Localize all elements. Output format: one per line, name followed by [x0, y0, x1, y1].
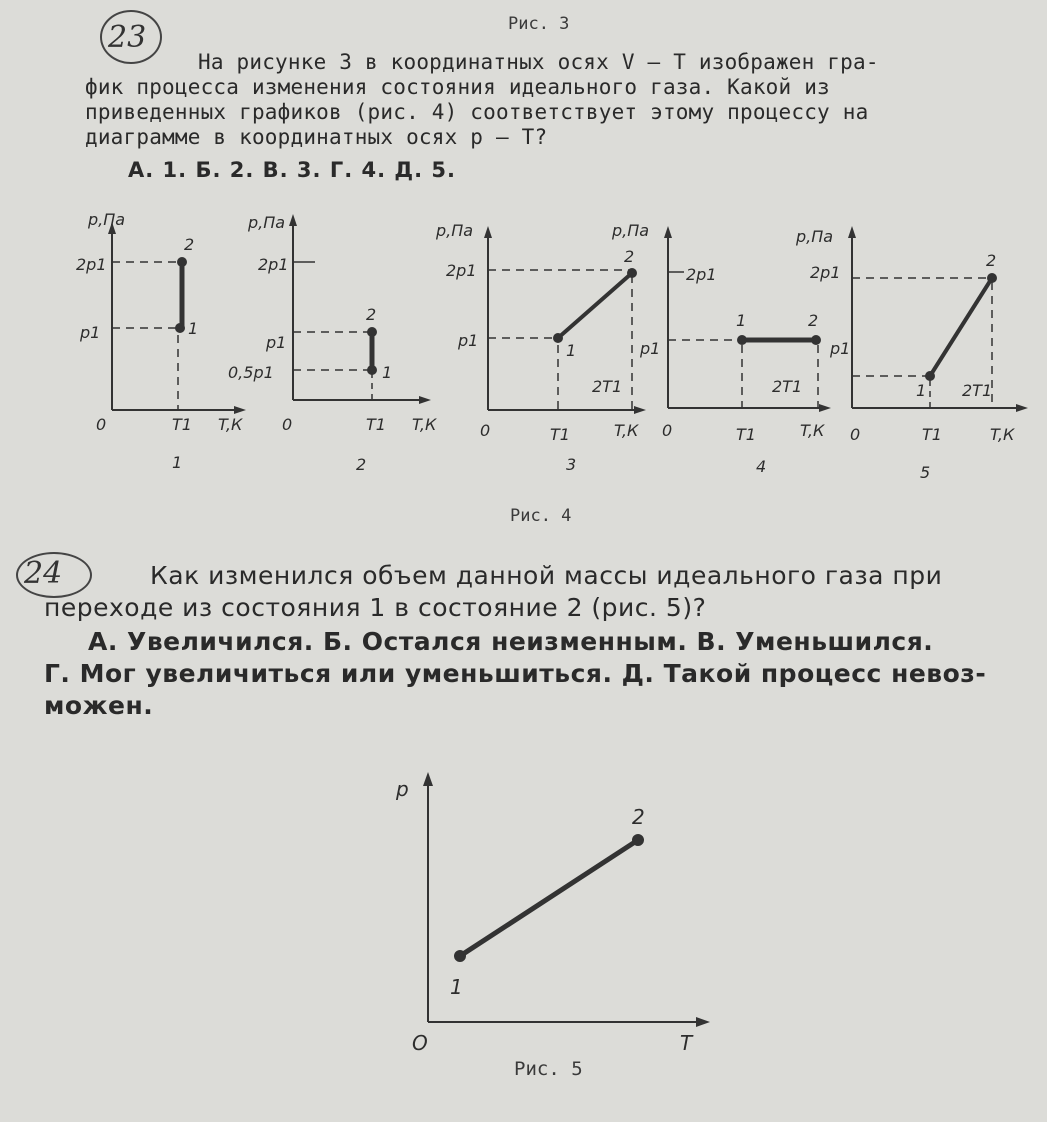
g5-point-2: 2	[986, 251, 997, 270]
g4-ylabel: p,Па	[612, 221, 650, 240]
g4-ytick-2p1: 2p1	[686, 265, 717, 284]
g2-xlabel: T,К	[412, 415, 437, 434]
g4-index: 4	[756, 457, 767, 476]
g1-index: 1	[172, 453, 183, 472]
question-24-number: 24	[24, 556, 63, 591]
q23-line-2: фик процесса изменения состояния идеального газа. Какой из	[85, 75, 830, 99]
q24-answers-line-1: А. Увеличился. Б. Остался неизменным. В. Уменьшился.	[88, 627, 934, 656]
fig5-point-2: 2	[632, 805, 645, 829]
q23-line-3: приведенных графиков (рис. 4) соответствует этому процессу на	[85, 100, 869, 124]
question-23-number: 23	[108, 20, 147, 55]
g3-ytick-p1: p1	[458, 331, 479, 350]
g1-ylabel: p,Па	[88, 210, 126, 229]
g5-xlabel: T,К	[990, 425, 1015, 444]
g5-point-1: 1	[916, 381, 927, 400]
g1-xtick-T1: T1	[172, 415, 192, 434]
q24-line-2: переходе из состояния 1 в состояние 2 (рис. 5)?	[44, 593, 707, 622]
g3-xtick-T1: T1	[550, 425, 570, 444]
g4-ytick-p1: p1	[640, 339, 661, 358]
g3-index: 3	[566, 455, 577, 474]
g1-origin: 0	[96, 415, 107, 434]
g5-xtick-T1: T1	[922, 425, 942, 444]
g4-origin: 0	[662, 421, 673, 440]
g1-point-1: 1	[188, 319, 199, 338]
g2-ytick-2p1: 2p1	[258, 255, 289, 274]
q23-answer-options: А. 1. Б. 2. В. 3. Г. 4. Д. 5.	[128, 158, 456, 182]
g4-point-1: 1	[736, 311, 747, 330]
fig4-graphs	[0, 0, 1047, 560]
q23-line-4: диаграмме в координатных осях p — T?	[85, 125, 548, 149]
g5-ylabel: p,Па	[796, 227, 834, 246]
g2-ytick-05p1: 0,5p1	[228, 363, 274, 382]
g3-ytick-2p1: 2p1	[446, 261, 477, 280]
q23-line-1: На рисунке 3 в координатных осях V — T изображен гра-	[198, 50, 879, 74]
g4-xlabel: T,К	[800, 421, 825, 440]
q24-line-1: Как изменился объем данной массы идеального газа при	[150, 561, 943, 590]
fig5-xlabel: T	[680, 1031, 693, 1055]
fig5-caption: Рис. 5	[514, 1058, 583, 1080]
g2-ytick-p1: p1	[266, 333, 287, 352]
g5-ytick-p1: p1	[830, 339, 851, 358]
fig5-origin: O	[412, 1031, 428, 1055]
fig5-point-1: 1	[450, 975, 463, 999]
q24-answers-line-3: можен.	[44, 691, 154, 720]
g2-origin: 0	[282, 415, 293, 434]
g2-index: 2	[356, 455, 367, 474]
fig4-caption: Рис. 4	[510, 506, 572, 526]
g5-origin: 0	[850, 425, 861, 444]
fig5-ylabel: p	[396, 777, 409, 801]
g4-xtick-2T1: 2T1	[772, 377, 803, 396]
fig3-caption: Рис. 3	[508, 14, 570, 34]
g3-origin: 0	[480, 421, 491, 440]
g4-point-2: 2	[808, 311, 819, 330]
g3-xtick-2T1: 2T1	[592, 377, 623, 396]
g2-point-1: 1	[382, 363, 393, 382]
g1-ytick-p1: p1	[80, 323, 101, 342]
g3-ylabel: p,Па	[436, 221, 474, 240]
fig5-graph	[380, 760, 720, 1060]
g5-index: 5	[920, 463, 931, 482]
g1-ytick-2p1: 2p1	[76, 255, 107, 274]
g2-xtick-T1: T1	[366, 415, 386, 434]
q24-answers-line-2: Г. Мог увеличиться или уменьшиться. Д. Такой процесс невоз-	[44, 659, 987, 688]
g3-point-2: 2	[624, 247, 635, 266]
g2-ylabel: p,Па	[248, 213, 286, 232]
g3-xlabel: T,К	[614, 421, 639, 440]
g5-ytick-2p1: 2p1	[810, 263, 841, 282]
g3-point-1: 1	[566, 341, 577, 360]
g4-xtick-T1: T1	[736, 425, 756, 444]
g1-xlabel: T,К	[218, 415, 243, 434]
g2-point-2: 2	[366, 305, 377, 324]
g5-xtick-2T1: 2T1	[962, 381, 993, 400]
g1-point-2: 2	[184, 235, 195, 254]
